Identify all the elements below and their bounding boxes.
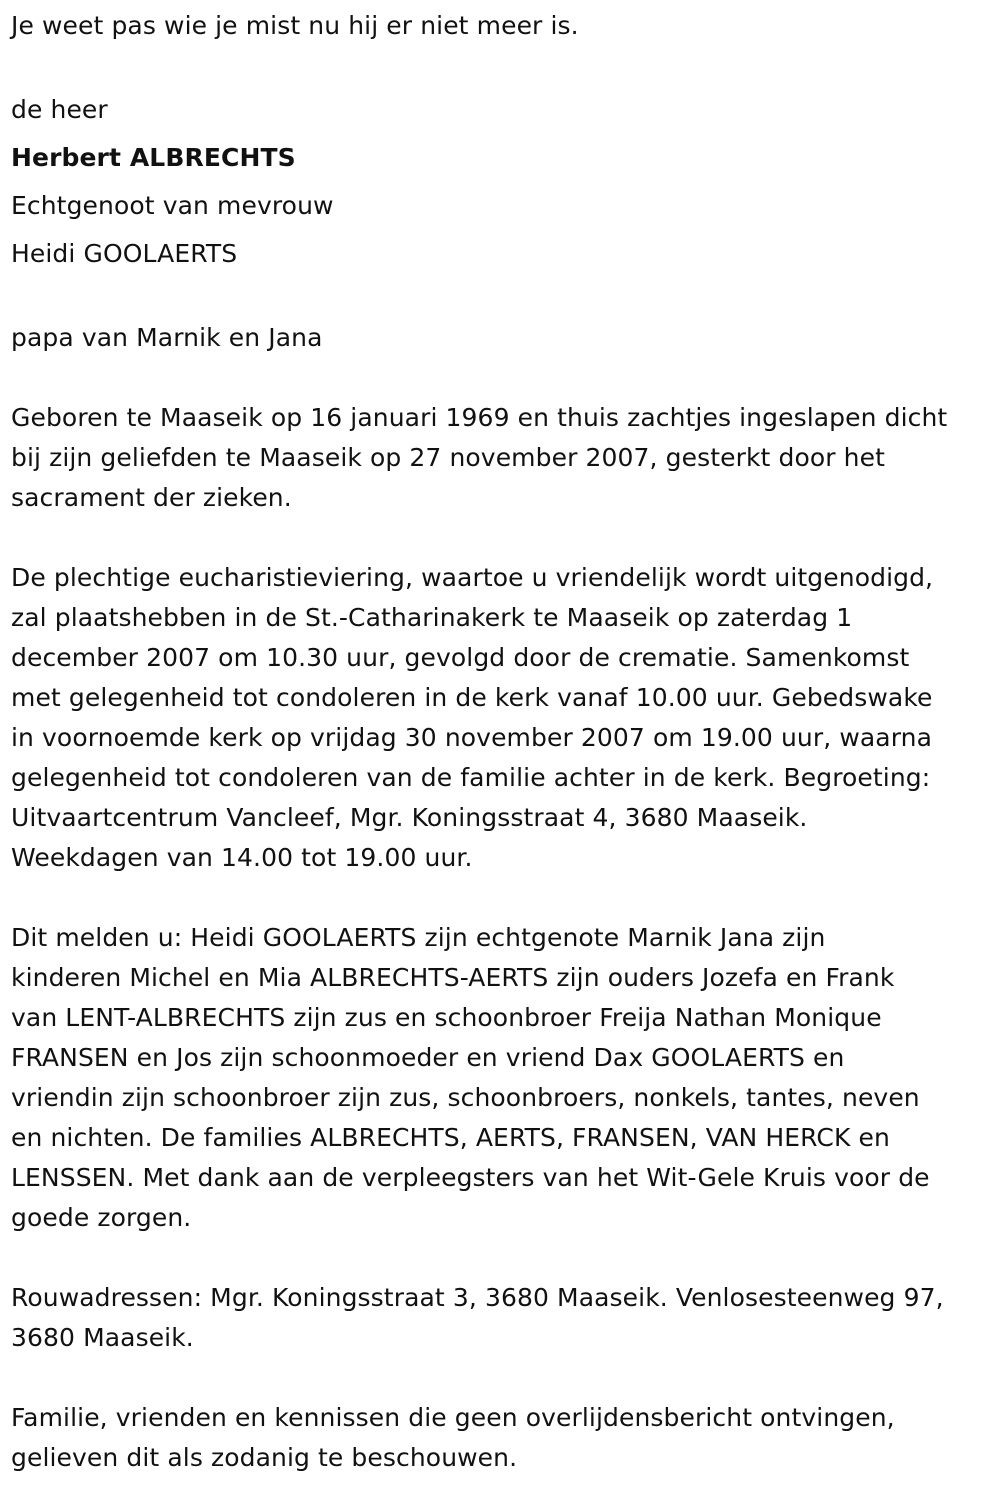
text-line: Dit melden u: Heidi GOOLAERTS zijn echtgenote Marnik Jana zijn	[11, 923, 826, 952]
addresses-paragraph	[11, 1278, 991, 1358]
text-line: Weekdagen van 14.00 tot 19.00 uur.	[11, 843, 473, 872]
text-line: december 2007 om 10.30 uur, gevolgd door de crematie. Samenkomst	[11, 643, 910, 672]
text-line: bij zijn geliefden te Maaseik op 27 november 2007, gesterkt door het	[11, 443, 885, 472]
closing-paragraph	[11, 1398, 991, 1478]
text-line: van LENT-ALBRECHTS zijn zus en schoonbroer Freija Nathan Monique	[11, 1003, 882, 1032]
text-line: Geboren te Maaseik op 16 januari 1969 en thuis zachtjes ingeslapen dicht	[11, 403, 948, 432]
obituary-text	[11, 6, 991, 1478]
text-line: zal plaatshebben in de St.-Catharinakerk te Maaseik op zaterdag 1	[11, 603, 853, 632]
title-prefix: de heer	[11, 95, 108, 124]
text-line: in voornoemde kerk op vrijdag 30 november 2007 om 19.00 uur, waarna	[11, 723, 933, 752]
ceremony-paragraph	[11, 558, 991, 878]
text-line: gelegenheid tot condoleren van de familie achter in de kerk. Begroeting:	[11, 763, 931, 792]
children-line: papa van Marnik en Jana	[11, 323, 323, 352]
spacer	[11, 1358, 991, 1398]
opening-quote: Je weet pas wie je mist nu hij er niet meer is.	[11, 11, 579, 40]
announcers-paragraph	[11, 918, 991, 1238]
spacer	[11, 46, 991, 86]
text-line: FRANSEN en Jos zijn schoonmoeder en vriend Dax GOOLAERTS en	[11, 1043, 845, 1072]
text-line: gelieven dit als zodanig te beschouwen.	[11, 1443, 518, 1472]
text-line: met gelegenheid tot condoleren in de kerk vanaf 10.00 uur. Gebedswake	[11, 683, 933, 712]
birth-death-paragraph	[11, 398, 991, 518]
spacer	[11, 358, 991, 398]
text-line: LENSSEN. Met dank aan de verpleegsters van het Wit-Gele Kruis voor de	[11, 1163, 930, 1192]
text-line: 3680 Maaseik.	[11, 1323, 194, 1352]
text-line: en nichten. De families ALBRECHTS, AERTS, FRANSEN, VAN HERCK en	[11, 1123, 890, 1152]
spacer	[11, 1238, 991, 1278]
text-line: De plechtige eucharistieviering, waartoe u vriendelijk wordt uitgenodigd,	[11, 563, 934, 592]
spacer	[11, 278, 991, 318]
spouse-line: Echtgenoot van mevrouw	[11, 191, 334, 220]
text-line: kinderen Michel en Mia ALBRECHTS-AERTS zijn ouders Jozefa en Frank	[11, 963, 895, 992]
spacer	[11, 518, 991, 558]
text-line: Rouwadressen: Mgr. Koningsstraat 3, 3680 Maaseik. Venlosesteenweg 97,	[11, 1283, 944, 1312]
deceased-name: Herbert ALBRECHTS	[11, 143, 296, 172]
text-line: goede zorgen.	[11, 1203, 192, 1232]
spacer	[11, 878, 991, 918]
text-line: sacrament der zieken.	[11, 483, 292, 512]
text-line: Uitvaartcentrum Vancleef, Mgr. Koningsstraat 4, 3680 Maaseik.	[11, 803, 808, 832]
text-line: Familie, vrienden en kennissen die geen overlijdensbericht ontvingen,	[11, 1403, 895, 1432]
text-line: vriendin zijn schoonbroer zijn zus, schoonbroers, nonkels, tantes, neven	[11, 1083, 920, 1112]
spouse-name: Heidi GOOLAERTS	[11, 239, 238, 268]
